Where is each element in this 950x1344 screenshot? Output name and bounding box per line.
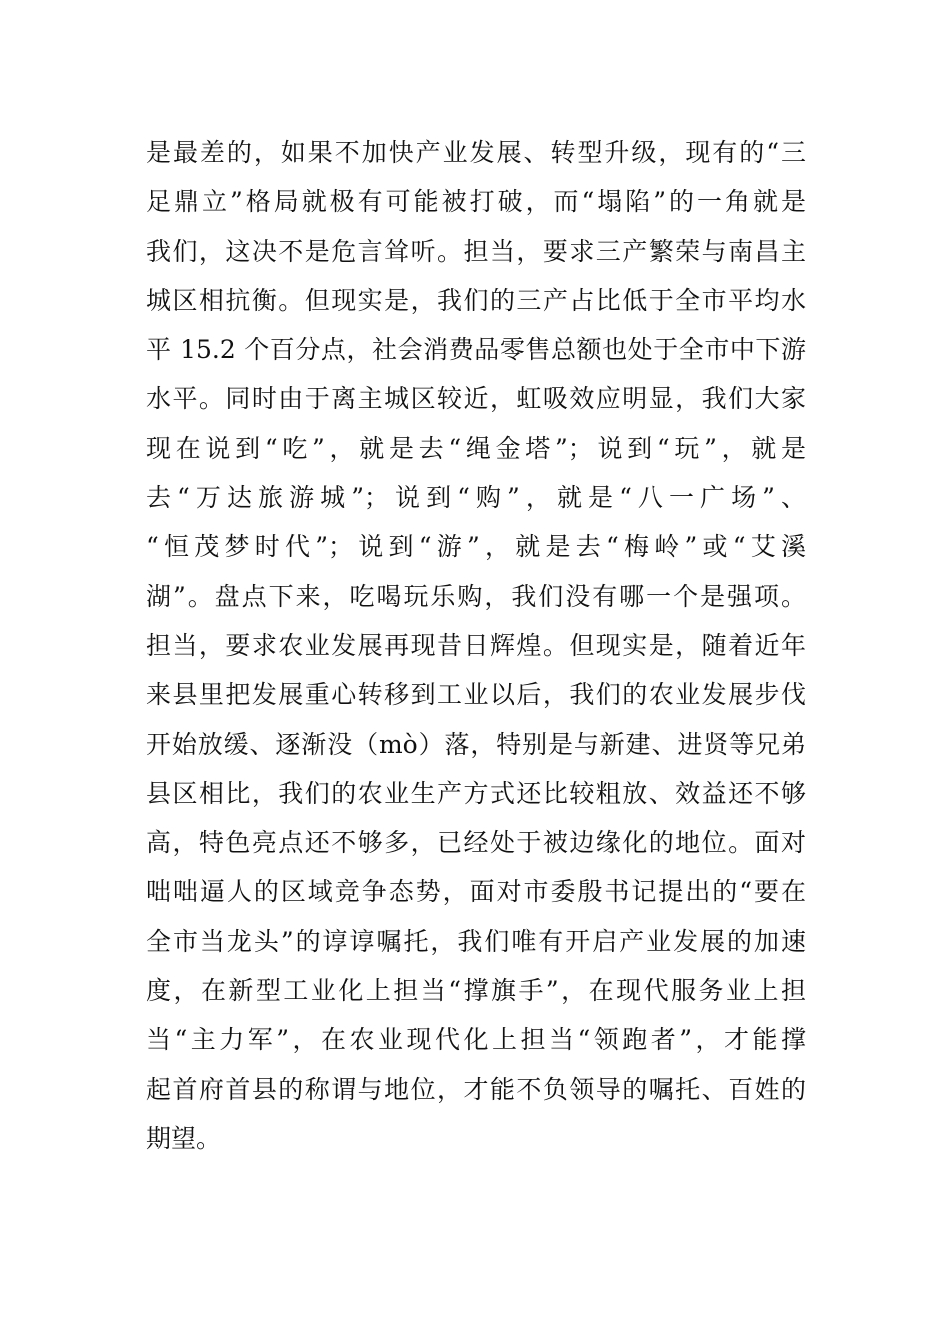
text-line: 去“万达旅游城”；说到“购”，就是“八一广场”、 [146, 483, 806, 513]
text-line: 县区相比，我们的农业生产方式还比较粗放、效益还不够 [146, 778, 806, 808]
text-line: 我们，这决不是危言耸听。担当，要求三产繁荣与南昌主 [146, 236, 806, 266]
text-line: 平 15.2 个百分点，社会消费品零售总额也处于全市中下游 [146, 335, 806, 365]
text-line: 现在说到“吃”，就是去“绳金塔”；说到“玩”，就是 [146, 433, 806, 463]
text-line: 当“主力军”，在农业现代化上担当“领跑者”，才能撑 [146, 1025, 806, 1055]
text-line: 来县里把发展重心转移到工业以后，我们的农业发展步伐 [146, 680, 806, 710]
text-line: 起首府首县的称谓与地位，才能不负领导的嘱托、百姓的 [146, 1074, 806, 1104]
text-line: 足鼎立”格局就极有可能被打破，而“塌陷”的一角就是 [146, 187, 806, 217]
text-line: 度，在新型工业化上担当“撑旗手”，在现代服务业上担 [146, 976, 806, 1006]
text-line: 湖”。盘点下来，吃喝玩乐购，我们没有哪一个是强项。 [146, 581, 806, 611]
text-line: 担当，要求农业发展再现昔日辉煌。但现实是，随着近年 [146, 630, 806, 660]
text-line: 开始放缓、逐渐没（mò）落，特别是与新建、进贤等兄弟 [146, 729, 806, 759]
text-line: 水平。同时由于离主城区较近，虹吸效应明显，我们大家 [146, 384, 806, 414]
body-text [146, 128, 806, 1163]
text-line: 咄咄逼人的区域竞争态势，面对市委殷书记提出的“要在 [146, 877, 806, 907]
text-line: 城区相抗衡。但现实是，我们的三产占比低于全市平均水 [146, 285, 806, 315]
text-line: “恒茂梦时代”；说到“游”，就是去“梅岭”或“艾溪 [146, 532, 806, 562]
text-line-last: 期望。 [146, 1123, 222, 1153]
text-line: 全市当龙头”的谆谆嘱托，我们唯有开启产业发展的加速 [146, 926, 806, 956]
text-line: 高，特色亮点还不够多，已经处于被边缘化的地位。面对 [146, 828, 806, 858]
text-line: 是最差的，如果不加快产业发展、转型升级，现有的“三 [146, 138, 806, 167]
